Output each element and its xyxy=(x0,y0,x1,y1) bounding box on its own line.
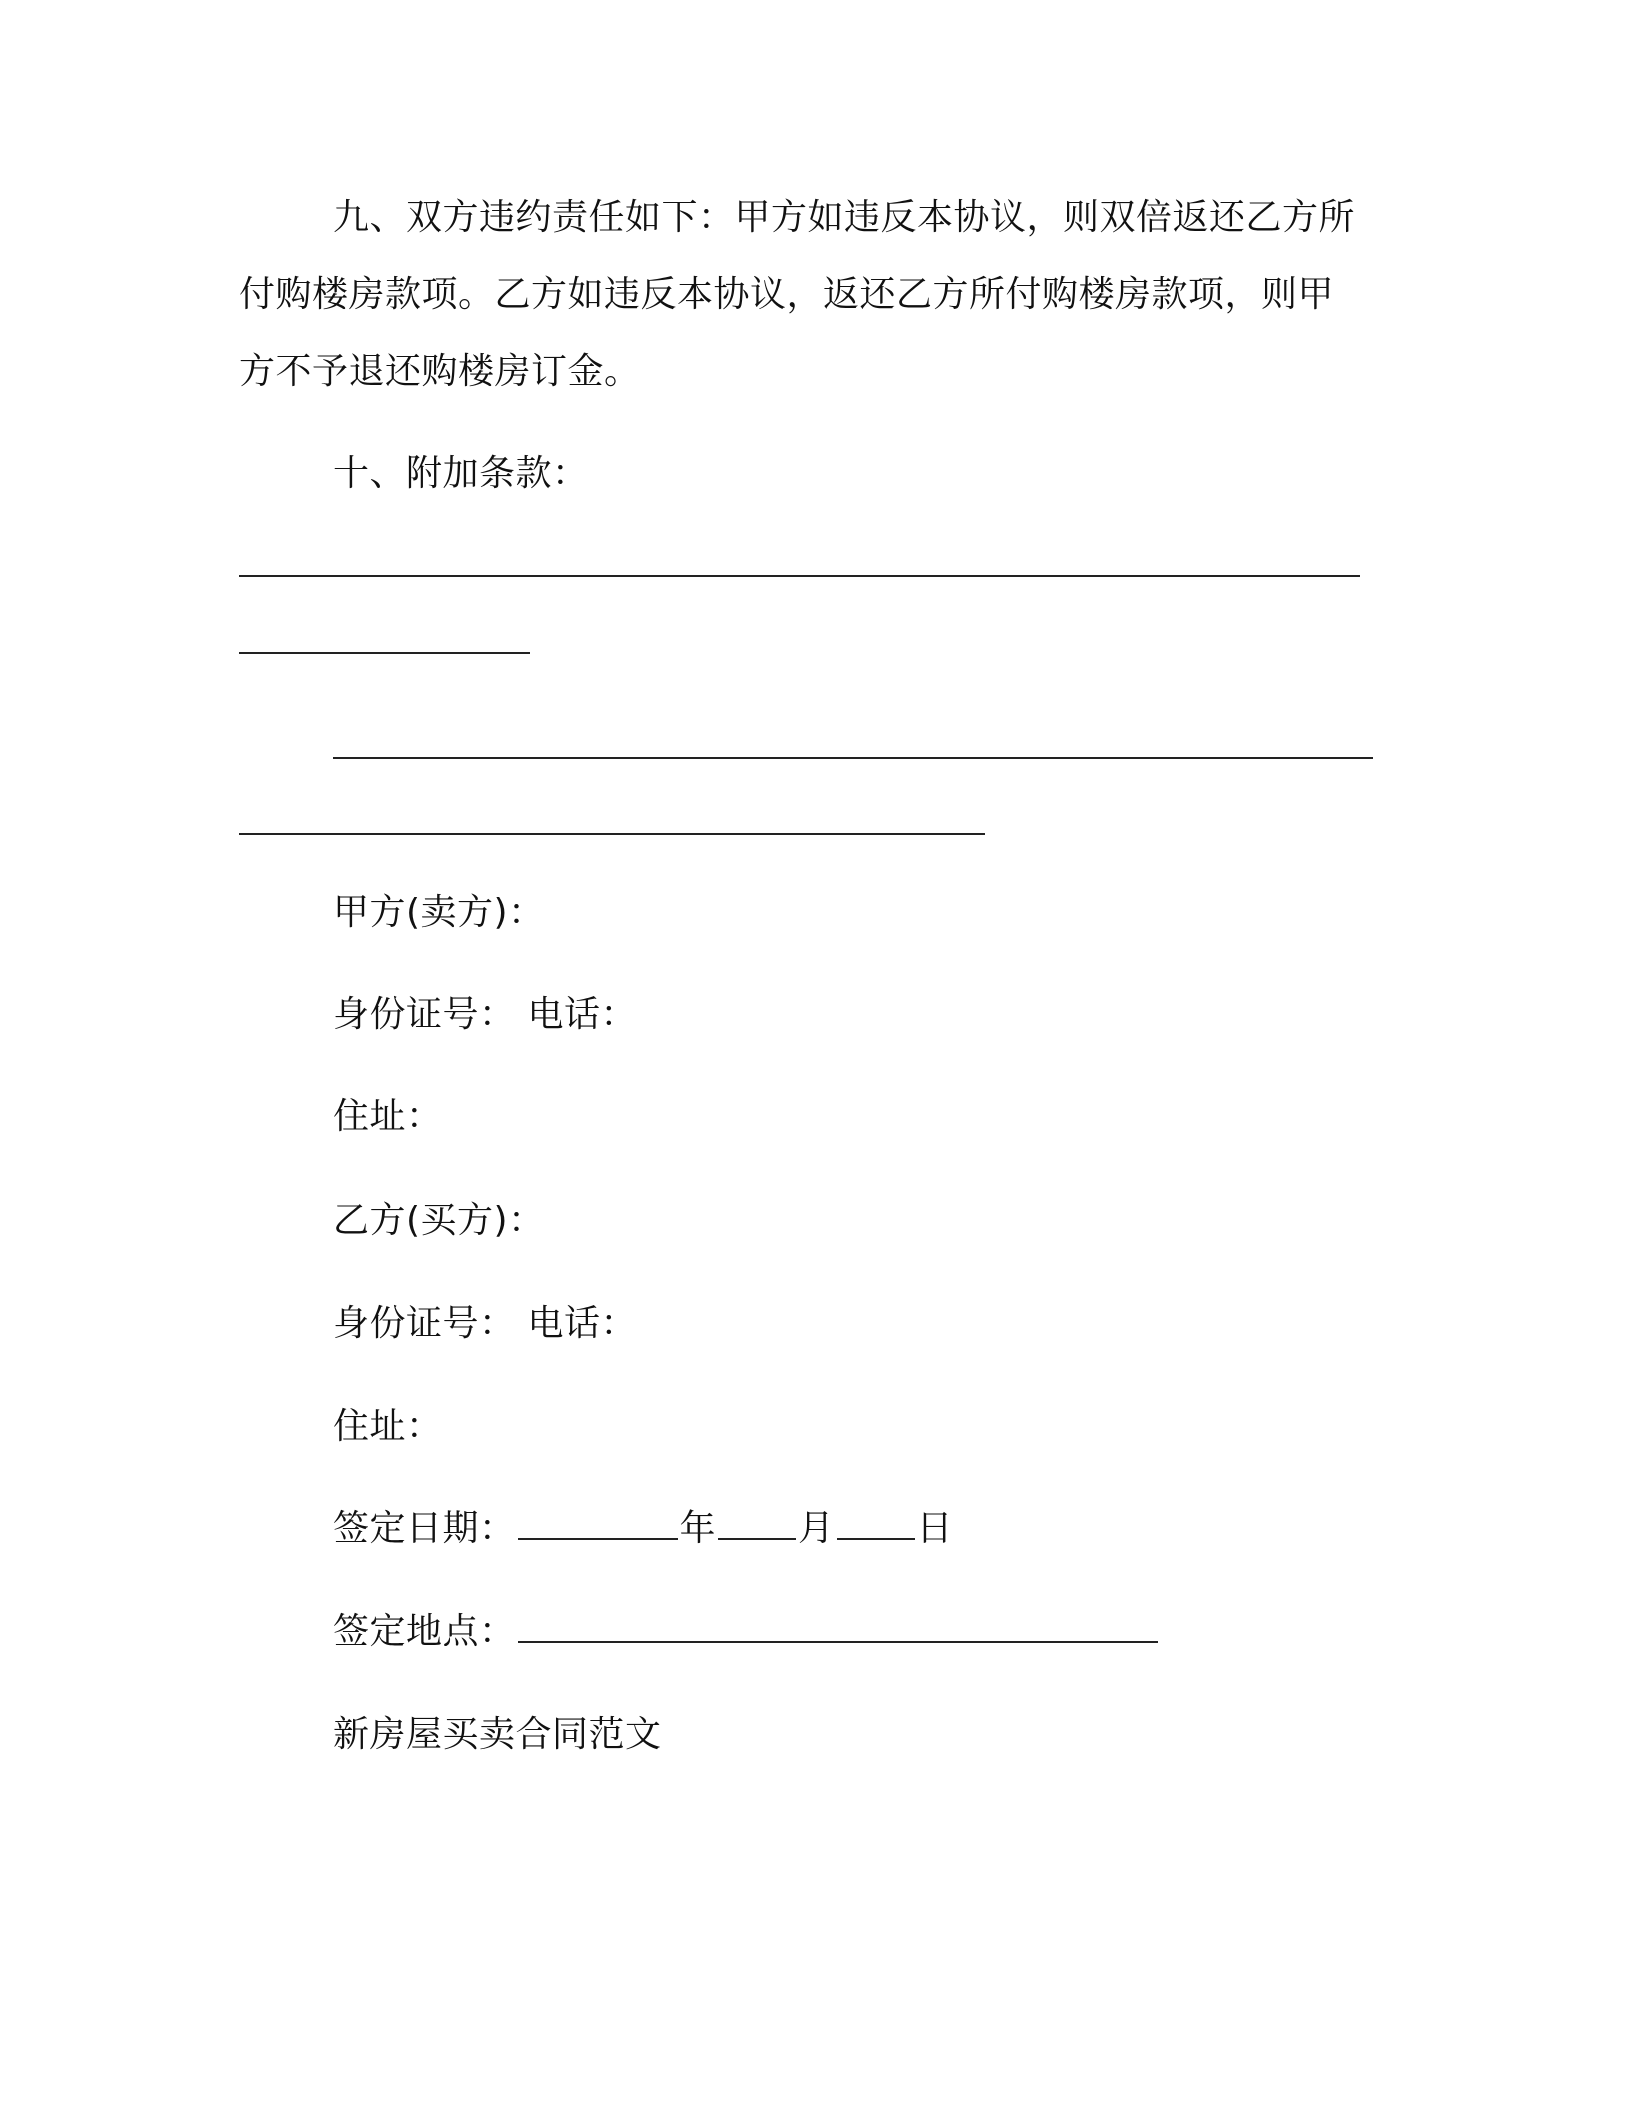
additional-terms-blank-1b xyxy=(239,652,530,654)
signing-date-label: 签定日期： xyxy=(333,1508,516,1549)
signing-month-label: 月 xyxy=(798,1508,835,1549)
clause-9-line-1: 九、双方违约责任如下：甲方如违反本协议，则双倍返还乙方所 xyxy=(333,197,1356,238)
party-b-address: 住址： xyxy=(333,1406,443,1447)
party-a-label: 甲方(卖方)： xyxy=(333,892,545,933)
additional-terms-blank-1a xyxy=(239,575,1360,577)
signing-day-blank xyxy=(837,1508,915,1540)
signing-day-label: 日 xyxy=(916,1508,954,1549)
party-b-label: 乙方(买方)： xyxy=(333,1200,545,1241)
signing-place-label: 签定地点： xyxy=(333,1611,516,1652)
clause-9-line-2: 付购楼房款项。乙方如违反本协议，返还乙方所付购楼房款项，则甲 xyxy=(239,274,1335,315)
clause-9-line-3: 方不予退还购楼房订金。 xyxy=(239,351,641,392)
party-a-address: 住址： xyxy=(333,1096,443,1137)
signing-place-blank xyxy=(518,1611,1158,1643)
signing-year-label: 年 xyxy=(679,1508,717,1549)
signing-year-blank xyxy=(518,1508,678,1540)
footer-title: 新房屋买卖合同范文 xyxy=(333,1714,662,1755)
signing-date-row xyxy=(333,1507,953,1551)
party-b-id-phone: 身份证号： 电话： xyxy=(333,1303,637,1344)
additional-terms-blank-2b xyxy=(239,833,985,835)
party-a-id-phone: 身份证号： 电话： xyxy=(333,994,637,1035)
signing-place-row xyxy=(333,1610,1160,1654)
signing-month-blank xyxy=(718,1508,796,1540)
clause-10-heading: 十、附加条款： xyxy=(333,453,589,494)
additional-terms-blank-2a xyxy=(333,757,1373,759)
